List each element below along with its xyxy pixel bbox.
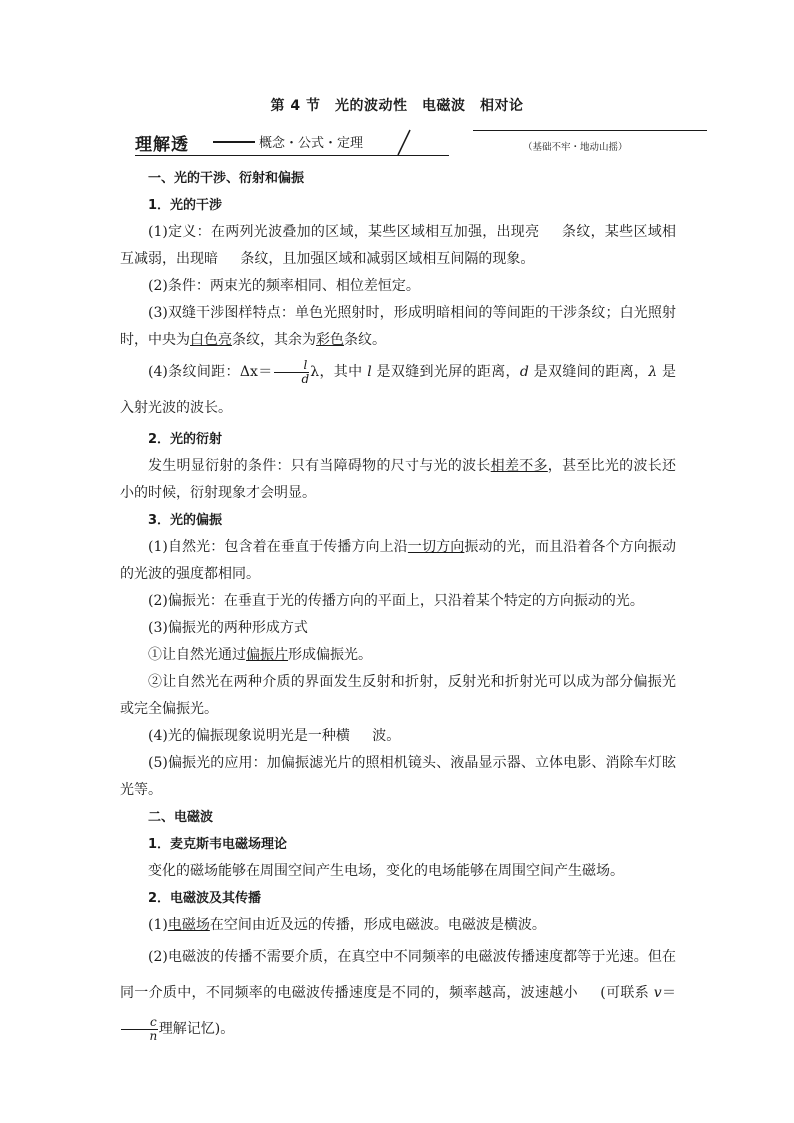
text-fragment: (1) xyxy=(148,917,168,933)
page-title: 第 4 节 光的波动性 电磁波 相对论 xyxy=(270,98,524,114)
section-heading: 一、光的干涉、衍射和偏振 xyxy=(148,171,305,186)
text-fragment: λ xyxy=(648,364,658,380)
paragraph: (2)条件：两束光的频率相同、相位差恒定。 xyxy=(148,278,420,294)
text-fragment: 是入射光波的波长。 xyxy=(120,364,677,416)
text-fragment: (可联系 xyxy=(600,985,654,1001)
fraction xyxy=(274,359,310,386)
text-fragment: d xyxy=(519,364,529,380)
paragraph xyxy=(120,300,676,354)
text-fragment: ，甚至比光的波长还小的时候，衍射现象才会明显。 xyxy=(120,458,677,501)
text-fragment: 是双缝间的距离， xyxy=(528,364,649,380)
text-fragment: λ，其中 xyxy=(310,364,368,380)
paragraph xyxy=(120,219,676,273)
underlined-term: 一切方向 xyxy=(407,539,465,555)
paragraph: (3)偏振光的两种形成方式 xyxy=(148,620,308,636)
section-banner xyxy=(135,128,707,154)
text-fragment: (1)自然光：包含着在垂直于传播方向上沿 xyxy=(148,539,408,555)
text-fragment: l xyxy=(367,364,372,380)
paragraph: (2)偏振光：在垂直于光的传播方向的平面上，只沿着某个特定的方向振动的光。 xyxy=(148,593,644,609)
text-fragment: (4)光的偏振现象说明光是一种横 xyxy=(148,728,350,744)
banner-sub-label: 概念・公式・定理 xyxy=(259,136,364,151)
underlined-term: 偏振片 xyxy=(246,647,288,663)
subsection-heading: 1．光的干涉 xyxy=(148,198,223,213)
underlined-term: 白色亮 xyxy=(190,332,232,348)
subsection-heading: 2．光的衍射 xyxy=(148,432,223,447)
section-heading: 二、电磁波 xyxy=(148,810,214,825)
text-fragment: 条纹，且加强区域和减弱区域相互间隔的现象。 xyxy=(240,251,535,267)
banner-slash-divider xyxy=(397,128,411,156)
text-fragment: (4)条纹间距：Δx＝ xyxy=(148,364,273,380)
paragraph xyxy=(120,642,676,669)
underlined-term: 电磁场 xyxy=(167,917,210,933)
banner-note: （基础不牢・地动山摇） xyxy=(523,142,628,153)
fraction xyxy=(121,1016,158,1043)
paragraph: ②让自然光在两种介质的界面发生反射和折射，反射光和折射光可以成为部分偏振光或完全偏振光。 xyxy=(120,674,676,717)
text-fragment: 振动的光，而且沿着各个方向振动的光波的强度都相同。 xyxy=(120,539,677,582)
banner-bottom-rule xyxy=(135,155,449,156)
subsection-heading: 2．电磁波及其传播 xyxy=(148,891,262,906)
text-fragment: 形成偏振光。 xyxy=(288,647,372,663)
text-fragment: 条纹，其余为 xyxy=(232,332,316,348)
underlined-term: 相差不多 xyxy=(490,458,548,474)
text-fragment: 条纹。 xyxy=(344,332,386,348)
paragraph-formula xyxy=(120,354,676,426)
text-fragment: (2)电磁波的传播不需要介质，在真空中不同频率的电磁波传播速度都等于光速。但在同一介质中，不同频率的电磁波传播速度是不同的，频率越高，波速越小 xyxy=(120,949,676,1001)
text-fragment: ①让自然光通过 xyxy=(148,647,246,663)
underlined-term: 彩色 xyxy=(316,332,344,348)
document-body xyxy=(120,165,676,1047)
paragraph xyxy=(120,453,676,507)
text-fragment: 发生明显衍射的条件：只有当障碍物的尺寸与光的波长 xyxy=(148,458,491,474)
text-fragment: d xyxy=(301,371,310,386)
text-fragment: 条纹，某些区域相互减弱，出现暗 xyxy=(120,224,676,267)
text-fragment: 波。 xyxy=(372,728,401,744)
subsection-heading: 3．光的偏振 xyxy=(148,513,223,528)
text-fragment: 理解记忆)。 xyxy=(158,1021,235,1037)
text-fragment: (1)定义：在两列光波叠加的区域，某些区域相互加强，出现亮 xyxy=(148,224,540,240)
paragraph: 变化的磁场能够在周围空间产生电场，变化的电场能够在周围空间产生磁场。 xyxy=(148,863,624,879)
paragraph xyxy=(120,912,676,939)
paragraph-formula xyxy=(120,939,676,1047)
text-fragment: (3)双缝干涉图样特点：单色光照射时，形成明暗相间的等间距的干涉条纹；白光照射时，中央为 xyxy=(120,305,676,348)
banner-main-label: 理解透 xyxy=(135,135,189,155)
text-fragment: 在空间由近及远的传播，形成电磁波。电磁波是横波。 xyxy=(209,917,546,933)
subsection-heading: 1．麦克斯韦电磁场理论 xyxy=(148,837,288,852)
paragraph xyxy=(120,534,676,588)
banner-dash xyxy=(213,141,255,143)
text-fragment: n xyxy=(149,1028,158,1043)
text-fragment: 是双缝到光屏的距离， xyxy=(371,364,520,380)
paragraph: (5)偏振光的应用：加偏振滤光片的照相机镜头、液晶显示器、立体电影、消除车灯眩光等。 xyxy=(120,755,676,798)
text-fragment: ＝ xyxy=(661,985,676,1001)
paragraph xyxy=(120,723,676,750)
text-fragment: c xyxy=(121,1016,158,1030)
banner-top-rule xyxy=(473,130,707,131)
text-fragment: l xyxy=(274,359,310,373)
text-fragment: v xyxy=(653,985,662,1001)
